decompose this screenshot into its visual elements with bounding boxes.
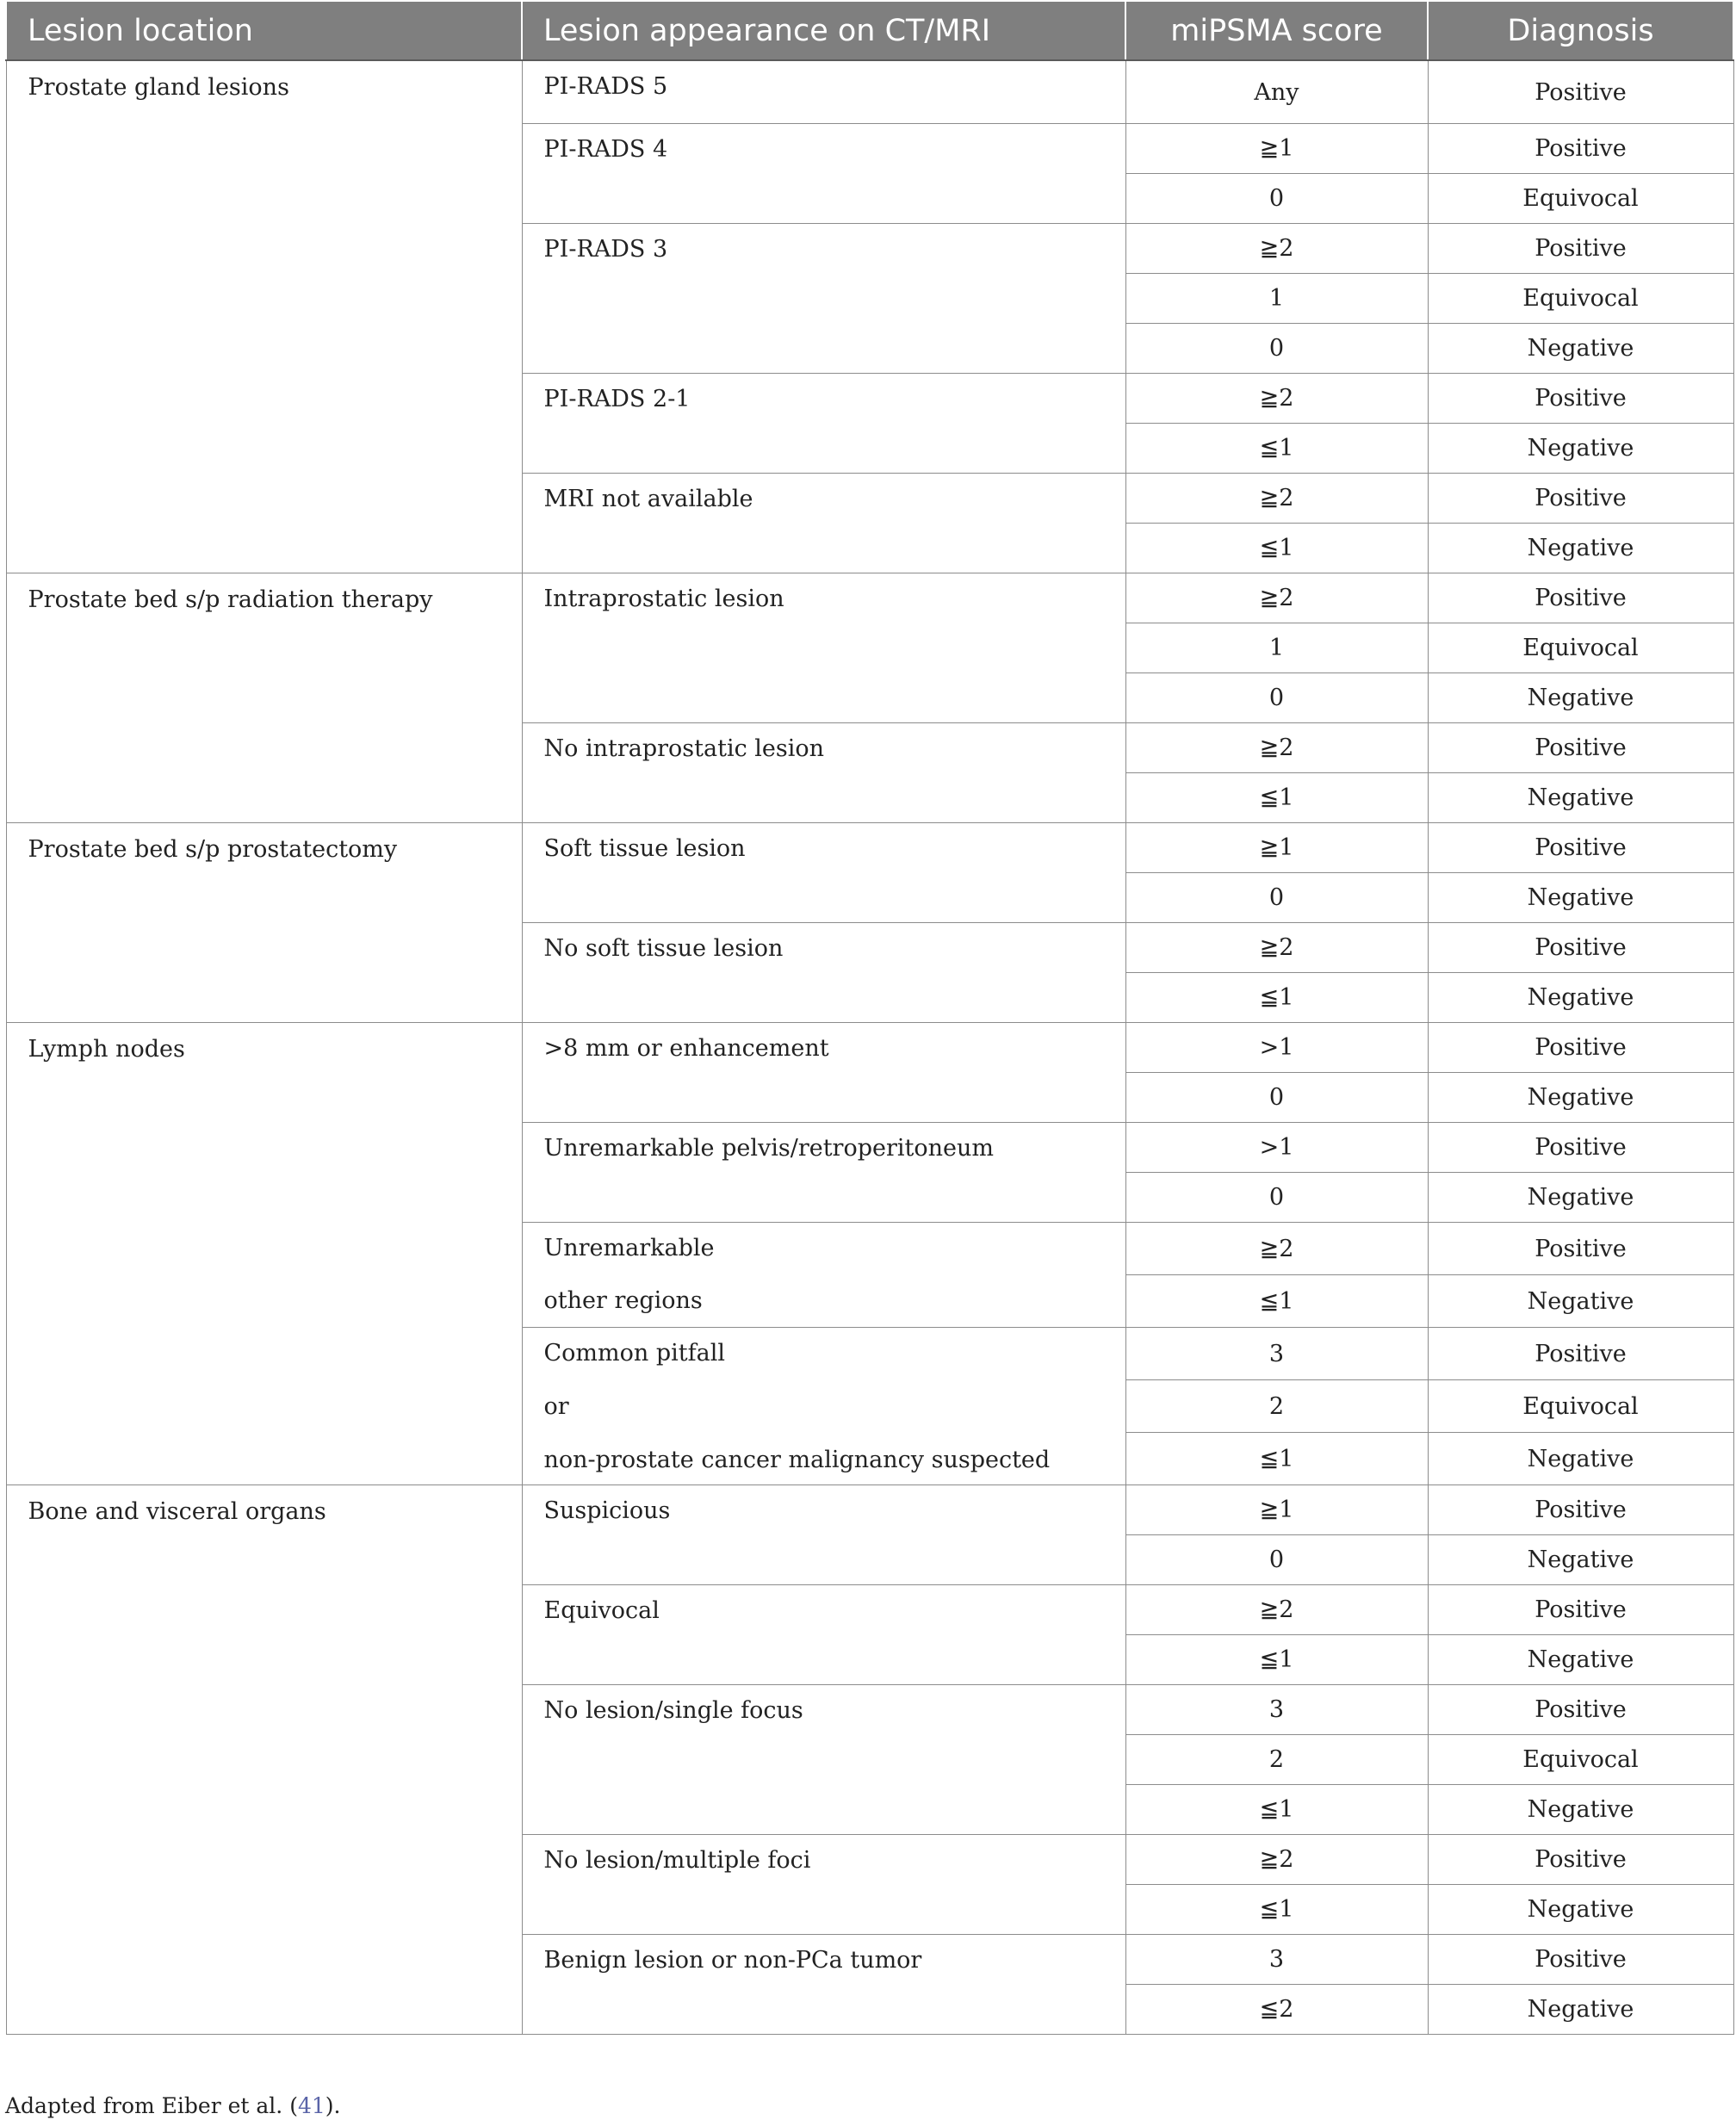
diagnosis-cell: Negative xyxy=(1428,973,1733,1023)
diagnosis-cell: Positive xyxy=(1428,1123,1733,1173)
lesion-appearance-cell xyxy=(522,1585,1125,1685)
mipsma-score-cell: ≧2 xyxy=(1125,374,1428,424)
mipsma-score-cell: ≦1 xyxy=(1125,524,1428,573)
appearance-line: PI-RADS 5 xyxy=(543,73,668,100)
diagnosis-cell: Positive xyxy=(1428,723,1733,773)
table-row xyxy=(6,1023,1733,1073)
lesion-location-cell: Prostate gland lesions xyxy=(6,60,522,573)
appearance-line: Unremarkable pelvis/retroperitoneum xyxy=(543,1135,994,1162)
lesion-appearance-cell xyxy=(522,124,1125,224)
mipsma-criteria-table xyxy=(5,0,1734,2035)
lesion-location-cell: Prostate bed s/p prostatectomy xyxy=(6,823,522,1023)
diagnosis-cell: Negative xyxy=(1428,524,1733,573)
appearance-line: No lesion/single focus xyxy=(543,1697,803,1724)
mipsma-score-cell: 2 xyxy=(1125,1735,1428,1785)
table-row xyxy=(6,60,1733,124)
lesion-appearance-cell xyxy=(522,823,1125,923)
mipsma-score-cell: ≧2 xyxy=(1125,723,1428,773)
mipsma-score-cell: ≧1 xyxy=(1125,124,1428,174)
mipsma-score-cell: ≧2 xyxy=(1125,1835,1428,1885)
lesion-appearance-cell xyxy=(522,1328,1125,1485)
mipsma-score-cell: 3 xyxy=(1125,1328,1428,1380)
diagnosis-cell: Negative xyxy=(1428,424,1733,474)
diagnosis-cell: Negative xyxy=(1428,1985,1733,2035)
mipsma-score-cell: >1 xyxy=(1125,1123,1428,1173)
diagnosis-cell: Positive xyxy=(1428,224,1733,274)
diagnosis-cell: Positive xyxy=(1428,1685,1733,1735)
mipsma-score-cell: >1 xyxy=(1125,1023,1428,1073)
lesion-location-cell: Prostate bed s/p radiation therapy xyxy=(6,573,522,823)
mipsma-score-cell: Any xyxy=(1125,60,1428,124)
lesion-appearance-cell xyxy=(522,723,1125,823)
appearance-line: No intraprostatic lesion xyxy=(543,735,825,762)
diagnosis-cell: Negative xyxy=(1428,873,1733,923)
diagnosis-cell: Negative xyxy=(1428,1885,1733,1935)
diagnosis-cell: Positive xyxy=(1428,1485,1733,1535)
appearance-line: Intraprostatic lesion xyxy=(543,586,784,612)
diagnosis-cell: Positive xyxy=(1428,124,1733,174)
diagnosis-cell: Equivocal xyxy=(1428,623,1733,673)
lesion-appearance-cell xyxy=(522,1485,1125,1585)
diagnosis-cell: Negative xyxy=(1428,1073,1733,1123)
mipsma-score-cell: 0 xyxy=(1125,673,1428,723)
table-row xyxy=(6,573,1733,623)
caption-reference-link[interactable]: 41 xyxy=(297,2093,326,2118)
mipsma-score-cell: ≦1 xyxy=(1125,1785,1428,1835)
mipsma-score-cell: ≧2 xyxy=(1125,573,1428,623)
mipsma-score-cell: ≧2 xyxy=(1125,1585,1428,1635)
lesion-appearance-cell xyxy=(522,224,1125,374)
header-lesion-appearance: Lesion appearance on CT/MRI xyxy=(522,1,1125,60)
diagnosis-cell: Equivocal xyxy=(1428,274,1733,324)
diagnosis-cell: Equivocal xyxy=(1428,1735,1733,1785)
mipsma-score-cell: 0 xyxy=(1125,1073,1428,1123)
lesion-appearance-cell xyxy=(522,374,1125,474)
lesion-appearance-cell xyxy=(522,573,1125,723)
table-row xyxy=(6,1485,1733,1535)
mipsma-score-cell: 2 xyxy=(1125,1380,1428,1433)
lesion-appearance-cell xyxy=(522,1123,1125,1223)
mipsma-score-cell: ≦1 xyxy=(1125,1275,1428,1328)
mipsma-score-cell: ≦1 xyxy=(1125,1885,1428,1935)
table-row xyxy=(6,823,1733,873)
diagnosis-cell: Negative xyxy=(1428,1275,1733,1328)
table-body xyxy=(6,60,1733,2035)
diagnosis-cell: Negative xyxy=(1428,1785,1733,1835)
mipsma-score-cell: 0 xyxy=(1125,324,1428,374)
appearance-line: non-prostate cancer malignancy suspected xyxy=(543,1447,1051,1473)
lesion-appearance-cell xyxy=(522,60,1125,124)
mipsma-score-cell: ≦2 xyxy=(1125,1985,1428,2035)
diagnosis-cell: Positive xyxy=(1428,1023,1733,1073)
mipsma-score-cell: ≧2 xyxy=(1125,1223,1428,1275)
mipsma-score-cell: ≦1 xyxy=(1125,1635,1428,1685)
diagnosis-cell: Negative xyxy=(1428,1535,1733,1585)
diagnosis-cell: Positive xyxy=(1428,474,1733,524)
lesion-appearance-cell xyxy=(522,1223,1125,1328)
appearance-line: No lesion/multiple foci xyxy=(543,1847,811,1874)
diagnosis-cell: Positive xyxy=(1428,1223,1733,1275)
mipsma-score-cell: 0 xyxy=(1125,1173,1428,1223)
caption-suffix: ). xyxy=(325,2093,341,2118)
lesion-appearance-cell xyxy=(522,1023,1125,1123)
mipsma-score-cell: 0 xyxy=(1125,174,1428,224)
diagnosis-cell: Positive xyxy=(1428,573,1733,623)
table-caption xyxy=(5,2093,340,2118)
mipsma-score-cell: ≧2 xyxy=(1125,224,1428,274)
lesion-appearance-cell xyxy=(522,923,1125,1023)
diagnosis-cell: Equivocal xyxy=(1428,1380,1733,1433)
diagnosis-cell: Negative xyxy=(1428,773,1733,823)
header-diagnosis: Diagnosis xyxy=(1428,1,1733,60)
diagnosis-cell: Positive xyxy=(1428,60,1733,124)
lesion-location-cell: Bone and visceral organs xyxy=(6,1485,522,2035)
mipsma-score-cell: 3 xyxy=(1125,1935,1428,1985)
diagnosis-cell: Positive xyxy=(1428,923,1733,973)
diagnosis-cell: Positive xyxy=(1428,1835,1733,1885)
mipsma-score-cell: ≦1 xyxy=(1125,1433,1428,1485)
appearance-line: >8 mm or enhancement xyxy=(543,1035,829,1062)
diagnosis-cell: Equivocal xyxy=(1428,174,1733,224)
diagnosis-cell: Negative xyxy=(1428,1635,1733,1685)
mipsma-score-cell: ≦1 xyxy=(1125,424,1428,474)
appearance-line: No soft tissue lesion xyxy=(543,935,784,962)
lesion-location-cell: Lymph nodes xyxy=(6,1023,522,1485)
mipsma-score-cell: 1 xyxy=(1125,623,1428,673)
appearance-line: MRI not available xyxy=(543,486,753,512)
appearance-line: PI-RADS 4 xyxy=(543,136,668,163)
lesion-appearance-cell xyxy=(522,474,1125,573)
mipsma-score-cell: ≧2 xyxy=(1125,474,1428,524)
appearance-line: Benign lesion or non-PCa tumor xyxy=(543,1947,922,1974)
diagnosis-cell: Positive xyxy=(1428,1585,1733,1635)
diagnosis-cell: Negative xyxy=(1428,324,1733,374)
appearance-line: Suspicious xyxy=(543,1497,671,1524)
mipsma-score-cell: 1 xyxy=(1125,274,1428,324)
appearance-line: or xyxy=(543,1393,569,1420)
mipsma-score-cell: ≦1 xyxy=(1125,773,1428,823)
mipsma-score-cell: ≧2 xyxy=(1125,923,1428,973)
diagnosis-cell: Positive xyxy=(1428,1328,1733,1380)
appearance-line: PI-RADS 2-1 xyxy=(543,386,691,412)
diagnosis-cell: Positive xyxy=(1428,374,1733,424)
appearance-line: Soft tissue lesion xyxy=(543,835,746,862)
diagnosis-cell: Negative xyxy=(1428,1433,1733,1485)
mipsma-score-cell: 3 xyxy=(1125,1685,1428,1735)
appearance-line: Equivocal xyxy=(543,1597,660,1624)
mipsma-score-cell: ≧1 xyxy=(1125,1485,1428,1535)
diagnosis-cell: Negative xyxy=(1428,673,1733,723)
appearance-line: other regions xyxy=(543,1287,703,1314)
header-mipsma-score: miPSMA score xyxy=(1125,1,1428,60)
mipsma-score-cell: ≦1 xyxy=(1125,973,1428,1023)
mipsma-score-cell: ≧1 xyxy=(1125,823,1428,873)
table-container xyxy=(5,0,1733,2035)
appearance-line: Unremarkable xyxy=(543,1235,715,1261)
header-lesion-location: Lesion location xyxy=(6,1,522,60)
appearance-line: Common pitfall xyxy=(543,1340,725,1367)
caption-prefix: Adapted from Eiber et al. ( xyxy=(5,2093,298,2118)
mipsma-score-cell: 0 xyxy=(1125,873,1428,923)
diagnosis-cell: Positive xyxy=(1428,1935,1733,1985)
diagnosis-cell: Negative xyxy=(1428,1173,1733,1223)
appearance-line: PI-RADS 3 xyxy=(543,236,668,263)
header-row xyxy=(6,1,1733,60)
mipsma-score-cell: 0 xyxy=(1125,1535,1428,1585)
lesion-appearance-cell xyxy=(522,1685,1125,1835)
lesion-appearance-cell xyxy=(522,1835,1125,1935)
lesion-appearance-cell xyxy=(522,1935,1125,2035)
diagnosis-cell: Positive xyxy=(1428,823,1733,873)
